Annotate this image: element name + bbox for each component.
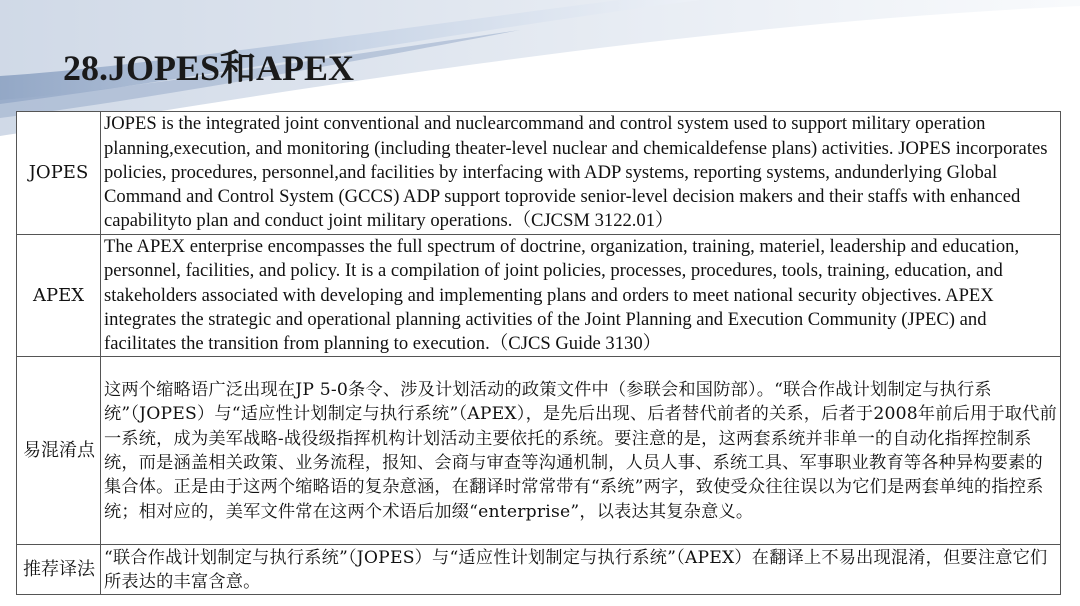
row-text-recommended-translation: “联合作战计划制定与执行系统”（JOPES）与“适应性计划制定与执行系统”（APEX）在翻译上不易出现混淆，但要注意它们所表达的丰富含意。 bbox=[101, 545, 1061, 595]
row-text-jopes: JOPES is the integrated joint conventional and nuclearcommand and control system used to support military operation planning,execution, and monitoring (including theater-level nuclear and chemicaldefense plans) activities. JOPES incorporates policies, procedures, personnel,and facilities by interfacing with ADP systems, reporting systems, andunderlying Global Command and Control System (GCCS) ADP support toprovide senior-level decision makers and their staffs with enhanced capabilityto plan and conduct joint military operations.（CJCSM 3122.01） bbox=[101, 112, 1061, 235]
slide-title: 28.JOPES和APEX bbox=[63, 48, 355, 88]
row-label-jopes: JOPES bbox=[17, 112, 101, 235]
table-row-jopes bbox=[17, 112, 1061, 235]
row-label-recommended-translation: 推荐译法 bbox=[17, 545, 101, 595]
row-text-apex: The APEX enterprise encompasses the full spectrum of doctrine, organization, training, materiel, leadership and education, personnel, facilities, and policy. It is a compilation of joint policies, processes, procedures, tools, training, education, and stakeholders associated with developing and implementing plans and orders to meet national security objectives. APEX integrates the strategic and operational planning activities of the Joint Planning and Execution Community (JPEC) and facilitates the transition from planning to execution.（CJCS Guide 3130） bbox=[101, 235, 1061, 357]
table-row-apex bbox=[17, 235, 1061, 357]
table-row-recommended-translation bbox=[17, 545, 1061, 595]
row-text-confusion-points: 这两个缩略语广泛出现在JP 5-0条令、涉及计划活动的政策文件中（参联会和国防部）。“联合作战计划制定与执行系统”（JOPES）与“适应性计划制定与执行系统”（APEX），是先后出现、后者替代前者的关系，后者于2008年前后用于取代前一系统，成为美军战略-战役级指挥机构计划活动主要依托的系统。要注意的是，这两套系统并非单一的自动化指挥控制系统，而是涵盖相关政策、业务流程，报知、会商与审查等沟通机制，人员人事、系统工具、军事职业教育等各种异构要素的集合体。正是由于这两个缩略语的复杂意涵，在翻译时常常带有“系统”两字，致使受众往往误以为它们是两套单纯的指控系统；相对应的，美军文件常在这两个术语后加缀“enterprise”，以表达其复杂意义。 bbox=[101, 357, 1061, 545]
comparison-table bbox=[16, 111, 1061, 595]
table-row-confusion-points bbox=[17, 357, 1061, 545]
row-label-apex: APEX bbox=[17, 235, 101, 357]
row-label-confusion-points: 易混淆点 bbox=[17, 357, 101, 545]
